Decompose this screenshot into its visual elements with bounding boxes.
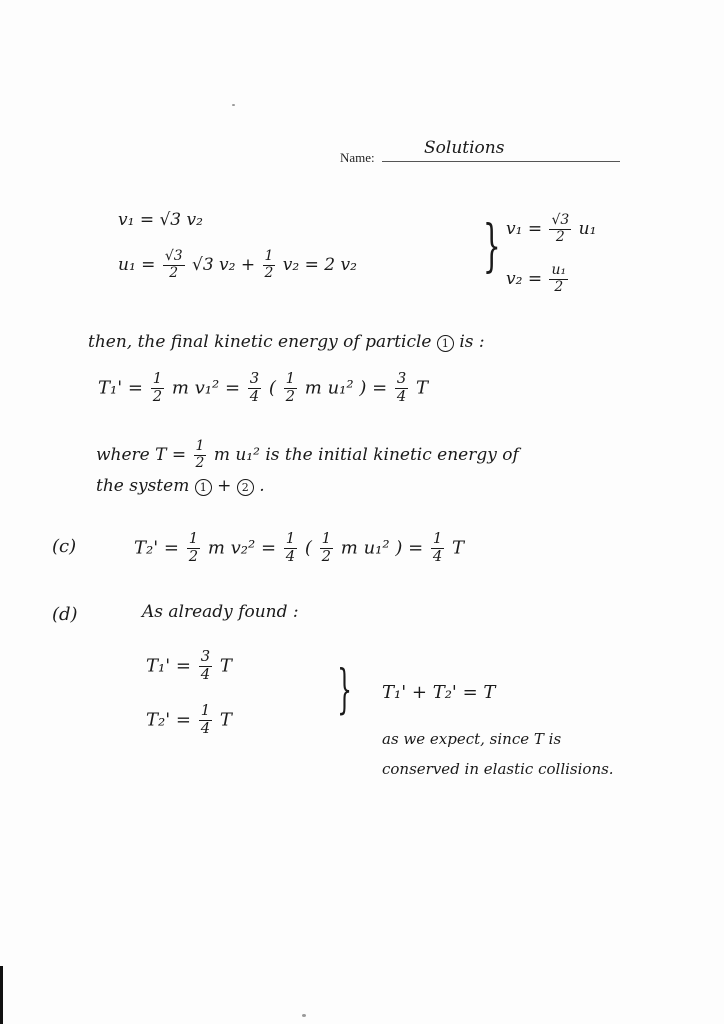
where-a: where T = bbox=[96, 444, 187, 465]
fraction-numerator: 3 bbox=[396, 370, 407, 387]
scan-speck bbox=[302, 1014, 306, 1017]
system-plus: + bbox=[217, 476, 232, 496]
t1-fraction-2 bbox=[248, 372, 261, 405]
part-d-note-2: conserved in elastic collisions. bbox=[382, 760, 614, 778]
t1-paren-mid: m u₁² ) = bbox=[304, 377, 388, 399]
fraction-numerator: 1 bbox=[188, 530, 199, 547]
fraction-denominator: 2 bbox=[285, 387, 296, 405]
part-d-label: (d) bbox=[52, 604, 78, 625]
part-d-t2-lhs: T₂' = bbox=[146, 709, 191, 731]
eq-line-2-fraction-2 bbox=[263, 250, 276, 281]
part-c-fraction-2 bbox=[284, 532, 297, 565]
relation-v1 bbox=[506, 214, 596, 245]
scan-speck bbox=[232, 104, 235, 106]
where-line-2-a: the system bbox=[96, 476, 190, 496]
eq-line-2-fraction bbox=[163, 250, 185, 281]
fraction-denominator: 2 bbox=[195, 454, 205, 471]
relation-v1-lhs: v₁ = bbox=[506, 218, 543, 239]
scan-edge-mark bbox=[0, 966, 3, 1024]
part-d-brace: } bbox=[337, 660, 352, 720]
fraction-numerator: 1 bbox=[264, 248, 274, 264]
fraction-numerator: 1 bbox=[321, 530, 332, 547]
part-d-t1-fraction bbox=[199, 650, 212, 683]
final-ke-intro-text: then, the final kinetic energy of particle bbox=[88, 332, 432, 352]
relation-v2-fraction bbox=[549, 264, 568, 295]
where-fraction bbox=[194, 440, 207, 471]
fraction-numerator: 3 bbox=[249, 370, 260, 387]
part-d-t1-lhs: T₁' = bbox=[146, 655, 191, 677]
part-d-t1 bbox=[146, 650, 232, 683]
t1-end: T bbox=[416, 377, 429, 399]
fraction-denominator: 2 bbox=[264, 264, 274, 281]
fraction-numerator: 1 bbox=[152, 370, 163, 387]
part-d-t2 bbox=[146, 704, 232, 737]
eq-line-2-mid: √3 v₂ + bbox=[191, 254, 256, 275]
part-c-equation bbox=[134, 532, 464, 565]
fraction-numerator: 3 bbox=[200, 648, 211, 665]
where-line-2-end: . bbox=[259, 476, 265, 496]
part-c-fraction-4 bbox=[431, 532, 444, 565]
fraction-denominator: 2 bbox=[554, 278, 564, 295]
fraction-numerator: 1 bbox=[285, 370, 296, 387]
fraction-denominator: 4 bbox=[285, 547, 296, 565]
part-c-fraction-3 bbox=[320, 532, 333, 565]
eq-line-1: v₁ = √3 v₂ bbox=[118, 210, 203, 230]
relation-v1-fraction bbox=[549, 214, 571, 245]
system-circle-1: 1 bbox=[195, 479, 212, 496]
t1-lhs: T₁' = bbox=[98, 377, 143, 399]
relation-v1-rhs: u₁ bbox=[578, 218, 597, 239]
part-c-open: ( bbox=[304, 537, 312, 559]
part-c-label: (c) bbox=[52, 536, 77, 557]
final-ke-intro bbox=[88, 334, 485, 352]
part-c-fraction-1 bbox=[187, 532, 200, 565]
eq-line-2 bbox=[118, 250, 357, 281]
name-value: Solutions bbox=[424, 138, 505, 158]
part-d-note-1: as we expect, since T is bbox=[382, 730, 562, 748]
relation-v2 bbox=[506, 264, 570, 295]
fraction-numerator: u₁ bbox=[551, 262, 567, 278]
fraction-numerator: √3 bbox=[551, 212, 570, 228]
t1-fraction-1 bbox=[151, 372, 164, 405]
fraction-numerator: √3 bbox=[164, 248, 183, 264]
t1-paren-open: ( bbox=[268, 377, 276, 399]
particle-1-circle: 1 bbox=[437, 335, 454, 352]
fraction-numerator: 1 bbox=[285, 530, 296, 547]
fraction-denominator: 4 bbox=[432, 547, 443, 565]
fraction-numerator: 1 bbox=[200, 702, 211, 719]
fraction-denominator: 4 bbox=[396, 387, 407, 405]
part-d-sum: T₁' + T₂' = T bbox=[382, 682, 496, 703]
system-circle-2: 2 bbox=[237, 479, 254, 496]
eq-line-2-lhs: u₁ = bbox=[118, 254, 161, 275]
final-ke-intro-end: is : bbox=[459, 332, 485, 352]
name-label: Name: bbox=[340, 150, 375, 165]
relation-v2-lhs: v₂ = bbox=[506, 268, 543, 289]
fraction-denominator: 4 bbox=[200, 719, 211, 737]
part-d-t1-end: T bbox=[219, 655, 232, 677]
part-c-mid: m v₂² = bbox=[207, 537, 277, 559]
part-c-inner: m u₁² ) = bbox=[340, 537, 424, 559]
where-line-1 bbox=[96, 440, 519, 471]
t1-equation bbox=[98, 372, 428, 405]
right-brace: } bbox=[482, 214, 501, 279]
t1-fraction-4 bbox=[395, 372, 408, 405]
part-d-t2-end: T bbox=[219, 709, 232, 731]
t1-fraction-3 bbox=[284, 372, 297, 405]
eq-line-2-rhs: v₂ = 2 v₂ bbox=[282, 254, 357, 275]
part-c-lhs: T₂' = bbox=[134, 537, 179, 559]
fraction-denominator: 2 bbox=[188, 547, 199, 565]
part-d-t2-fraction bbox=[199, 704, 212, 737]
fraction-denominator: 2 bbox=[169, 264, 179, 281]
part-c-end: T bbox=[452, 537, 465, 559]
where-b: m u₁² is the initial kinetic energy of bbox=[213, 444, 519, 465]
where-line-2 bbox=[96, 478, 265, 496]
fraction-denominator: 4 bbox=[200, 665, 211, 683]
fraction-denominator: 4 bbox=[249, 387, 260, 405]
fraction-numerator: 1 bbox=[195, 438, 205, 454]
fraction-denominator: 2 bbox=[555, 228, 565, 245]
fraction-denominator: 2 bbox=[321, 547, 332, 565]
part-d-intro: As already found : bbox=[142, 602, 299, 622]
name-underline bbox=[382, 161, 620, 162]
fraction-numerator: 1 bbox=[432, 530, 443, 547]
t1-mid: m v₁² = bbox=[171, 377, 241, 399]
fraction-denominator: 2 bbox=[152, 387, 163, 405]
